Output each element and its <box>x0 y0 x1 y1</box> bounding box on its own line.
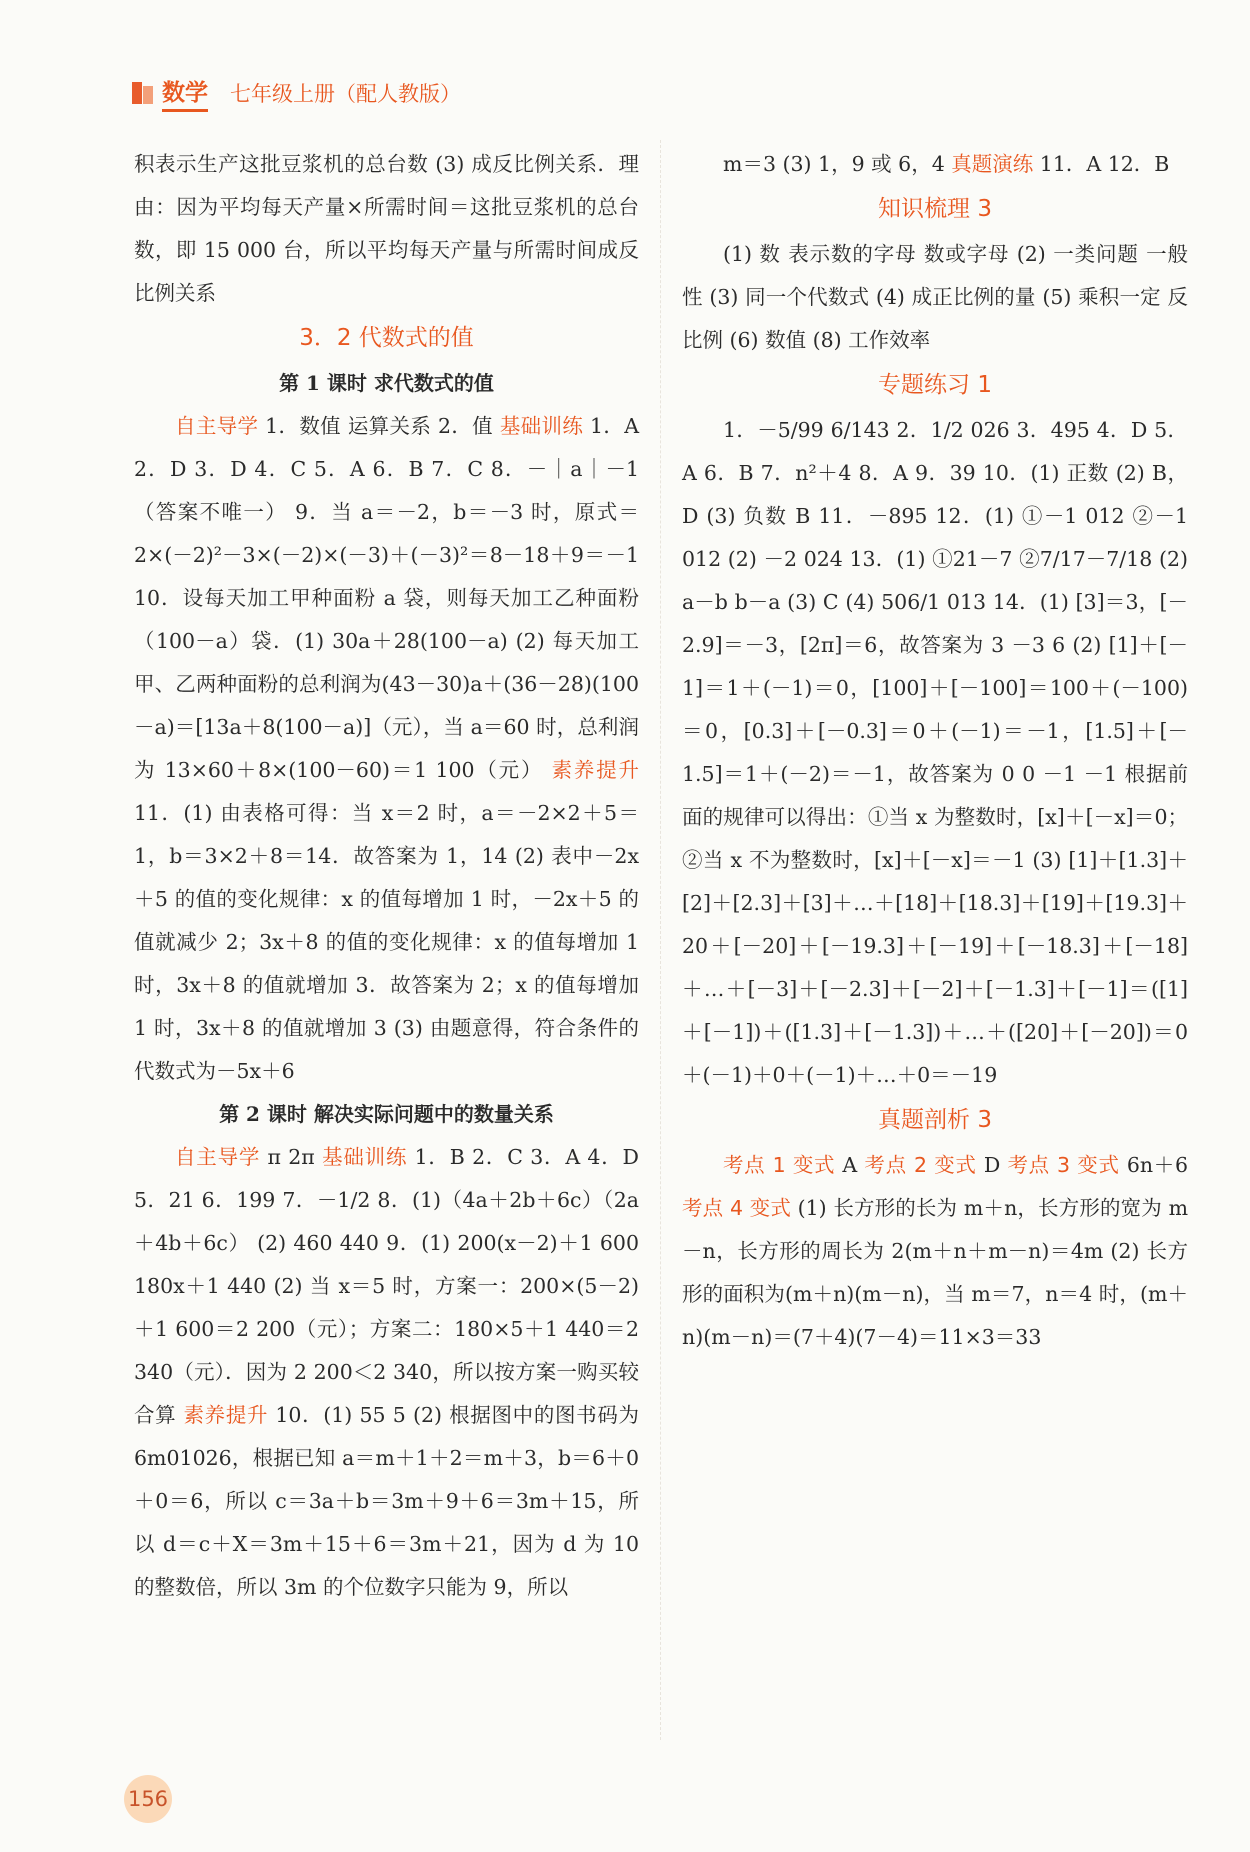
section-title: 知识梳理 3 <box>878 196 992 222</box>
section-title: 3．2 代数式的值 <box>299 325 474 351</box>
answer-text: 11．A 12．B <box>1033 152 1170 176</box>
answer-paragraph <box>682 1144 1188 1359</box>
answer-text: D <box>976 1153 1008 1177</box>
section-tag: 素养提升 <box>183 1403 269 1427</box>
answer-text: 1．数值 运算关系 2．值 <box>258 414 500 438</box>
answer-paragraph <box>682 143 1188 186</box>
section-tag: 考点 1 <box>723 1153 786 1177</box>
answer-text: 11．(1) 由表格可得：当 x＝2 时，a＝－2×2＋5＝1，b＝3×2＋8＝14．故答案为 1，14 (2) 表中－2x＋5 的值的变化规律：x 的值每增加 1 时，－2x＋5 的值就减少 2；3x＋8 的值的变化规律：x 的值每增加 1 时，3x＋8 的值就增加 3．故答案为 2；x 的值每增加 1 时，3x＋8 的值就增加 3 (3) 由题意得，符合条件的代数式为－5x＋6 <box>134 801 639 1083</box>
section-tag: 基础训练 <box>499 414 584 438</box>
answer-text: 10．(1) 55 5 (2) 根据图中的图书码为 6m01026，根据已知 a＝m＋1＋2＝m＋3，b＝6＋0＋0＝6，所以 c＝3a＋b＝3m＋9＋6＝3m＋15，所以 d＝c＋X＝3m＋15＋6＝3m＋21，因为 d 为 10 的整数倍，所以 3m 的个位数字只能为 9，所以 <box>134 1403 639 1599</box>
section-tag: 基础训练 <box>322 1145 408 1169</box>
section-tag: 素养提升 <box>551 758 640 782</box>
answer-text: 1．B 2．C 3．A 4．D 5．21 6．199 7．－1/2 8．(1)（4a＋2b＋6c）（2a＋4b＋6c） (2) 460 440 9．(1) 200(x－2)＋1 600 180x＋1 440 (2) 当 x＝5 时，方案一：200×(5－2)＋1 600＝2 200（元）；方案二：180×5＋1 440＝2 340（元）．因为 2 200＜2 340，所以按方案一购买较合算 <box>134 1145 639 1427</box>
right-column <box>682 143 1188 1359</box>
section-tag: 变式 <box>1077 1153 1120 1177</box>
section-tag: 变式 <box>749 1196 791 1220</box>
answer-text <box>786 1153 793 1177</box>
answer-paragraph: 积表示生产这批豆浆机的总台数 (3) 成反比例关系．理由：因为平均每天产量×所需时间＝这批豆浆机的总台数，即 15 000 台，所以平均每天产量与所需时间成反比例关系 <box>134 152 639 305</box>
section-tag: 自主导学 <box>175 1145 261 1169</box>
section-tag: 考点 3 <box>1007 1153 1071 1177</box>
page-number: 156 <box>124 1775 172 1823</box>
section-tag: 变式 <box>934 1153 977 1177</box>
section-tag: 考点 4 <box>682 1196 743 1220</box>
section-title: 专题练习 1 <box>878 372 992 398</box>
book-logo-icon <box>132 82 154 104</box>
answer-text: A <box>835 1153 865 1177</box>
answer-text: (1) 长方形的长为 m＋n，长方形的宽为 m－n，长方形的周长为 2(m＋n＋m－n)＝4m (2) 长方形的面积为(m＋n)(m－n)，当 m＝7，n＝4 时，(m＋n)(m－n)＝(7＋4)(7－4)＝11×3＝33 <box>682 1196 1189 1349</box>
answer-text: 1．A 2．D 3．D 4．C 5．A 6．B 7．C 8．－｜a｜－1（答案不唯一） 9．当 a＝－2，b＝－3 时，原式＝2×(－2)²－3×(－2)×(－3)＋(－3)²＝8－18＋9＝－1 10．设每天加工甲种面粉 a 袋，则每天加工乙种面粉（100－a）袋．(1) 30a＋28(100－a) (2) 每天加工甲、乙两种面粉的总利润为(43－30)a＋(36－28)(100－a)＝[13a＋8(100－a)]（元），当 a＝60 时，总利润为 13×60＋8×(100－60)＝1 100（元） <box>134 414 640 782</box>
section-title: 真题剖析 3 <box>878 1107 992 1133</box>
answer-text: π 2π <box>260 1145 323 1169</box>
lesson-title: 第 2 课时 解决实际问题中的数量关系 <box>219 1102 554 1126</box>
section-tag: 考点 2 <box>864 1153 928 1177</box>
left-column <box>134 143 639 1609</box>
answer-paragraph <box>134 1136 639 1609</box>
section-tag: 真题演练 <box>951 152 1034 176</box>
page-header <box>132 78 461 108</box>
answer-paragraph: (1) 数 表示数的字母 数或字母 (2) 一类问题 一般性 (3) 同一个代数式 (4) 成正比例的量 (5) 乘积一定 反比例 (6) 数值 (8) 工作效率 <box>682 242 1188 352</box>
answer-paragraph <box>134 405 639 1093</box>
grade-label: 七年级上册（配人教版） <box>230 82 461 106</box>
subject-title: 数学 <box>162 74 208 112</box>
answer-text: m＝3 (3) 1，9 或 6，4 <box>723 152 952 176</box>
section-tag: 变式 <box>792 1153 836 1177</box>
lesson-title: 第 1 课时 求代数式的值 <box>279 371 494 395</box>
column-divider <box>660 140 661 1740</box>
answer-text <box>743 1196 750 1220</box>
answer-paragraph: 1．－5/99 6/143 2．1/2 026 3．495 4．D 5．A 6．B 7．n²＋4 8．A 9．39 10．(1) 正数 (2) B，D (3) 负数 B 11．－895 12．(1) ①－1 012 ②－1 012 (2) －2 024 13．(1) ①21－7 ②7/17－7/18 (2) a－b b－a (3) C (4) 506/1 013 14．(1) [3]＝3，[－2.9]＝－3，[2π]＝6，故答案为 3 －3 6 (2) [1]＋[－1]＝1＋(－1)＝0，[100]＋[－100]＝100＋(－100)＝0，[0.3]＋[－0.3]＝0＋(－1)＝－1，[1.5]＋[－1.5]＝1＋(－2)＝－1，故答案为 0 0 －1 －1 根据前面的规律可以得出：①当 x 为整数时，[x]＋[－x]＝0；②当 x 不为整数时，[x]＋[－x]＝－1 (3) [1]＋[1.3]＋[2]＋[2.3]＋[3]＋…＋[18]＋[18.3]＋[19]＋[19.3]＋20＋[－20]＋[－19.3]＋[－19]＋[－18.3]＋[－18]＋…＋[－3]＋[－2.3]＋[－2]＋[－1.3]＋[－1]＝([1]＋[－1])＋([1.3]＋[－1.3])＋…＋([20]＋[－20])＝0＋(－1)＋0＋(－1)＋…＋0＝－19 <box>682 418 1188 1087</box>
section-tag: 自主导学 <box>175 414 259 438</box>
answer-text: 6n＋6 <box>1119 1153 1189 1177</box>
